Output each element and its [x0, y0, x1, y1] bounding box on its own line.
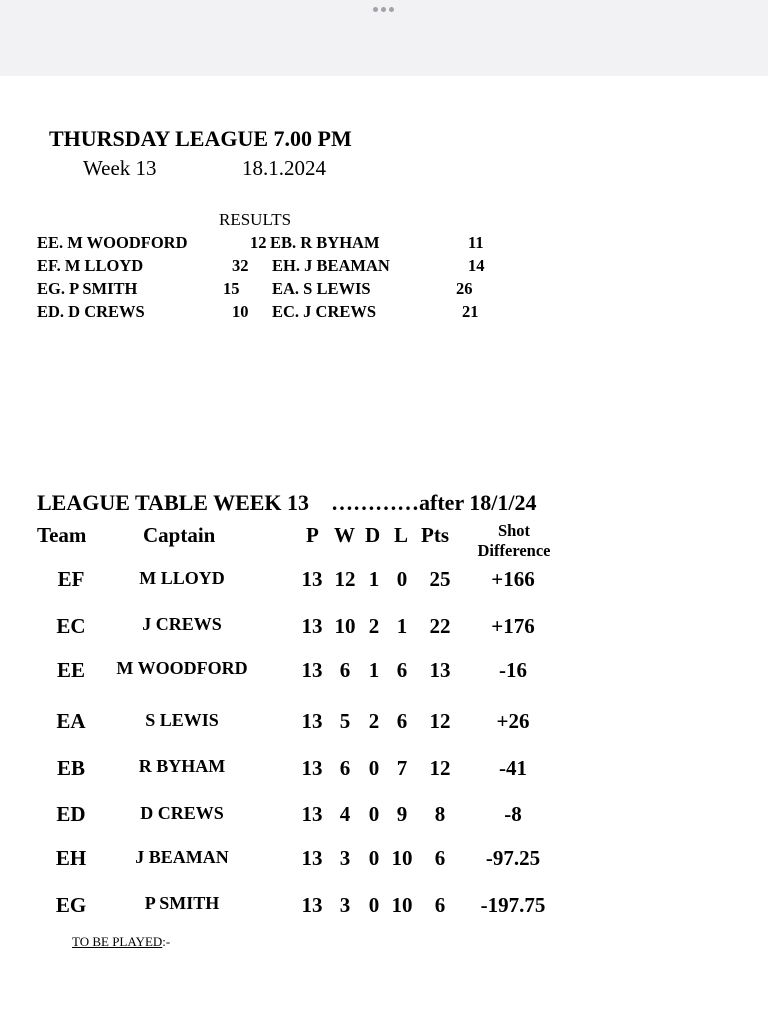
cell-shot-difference: +26 [496, 709, 530, 733]
cell-captain: M LLOYD [139, 568, 225, 588]
cell-l: 10 [391, 893, 413, 917]
date-label: 18.1.2024 [242, 156, 326, 180]
cell-d: 2 [368, 709, 380, 733]
cell-l: 9 [396, 802, 408, 826]
result-home: EF. M LLOYD [37, 256, 144, 275]
cell-w: 4 [339, 802, 351, 826]
column-header-difference: Difference [477, 541, 551, 560]
cell-w: 6 [339, 658, 351, 682]
cell-pts: 25 [429, 567, 451, 591]
result-away-score: 14 [468, 256, 485, 275]
cell-team: EB [56, 756, 85, 780]
cell-w: 12 [334, 567, 356, 591]
cell-pts: 22 [429, 614, 451, 638]
cell-d: 0 [368, 846, 380, 870]
cell-w: 5 [339, 709, 351, 733]
column-header-team: Team [37, 523, 87, 547]
cell-l: 1 [396, 614, 408, 638]
cell-captain: S LEWIS [145, 710, 219, 730]
column-header-pts: Pts [421, 523, 449, 547]
cell-pts: 12 [429, 756, 451, 780]
cell-d: 0 [368, 893, 380, 917]
cell-d: 1 [368, 567, 380, 591]
cell-captain: R BYHAM [138, 756, 226, 776]
more-options-icon[interactable] [373, 7, 394, 12]
cell-shot-difference: -41 [499, 756, 527, 780]
column-header-shot: Shot [497, 521, 531, 540]
cell-pts: 6 [434, 846, 446, 870]
cell-captain: M WOODFORD [116, 658, 248, 678]
cell-team: EA [56, 709, 86, 733]
cell-shot-difference: +176 [491, 614, 535, 638]
cell-captain: D CREWS [140, 803, 224, 823]
cell-w: 3 [339, 893, 351, 917]
cell-shot-difference: -8 [504, 802, 522, 826]
cell-p: 13 [301, 756, 323, 780]
cell-p: 13 [301, 802, 323, 826]
cell-shot-difference: -197.75 [480, 893, 546, 917]
result-home-score: 10 [232, 302, 249, 321]
cell-p: 13 [301, 709, 323, 733]
cell-team: EE [56, 658, 85, 682]
cell-team: EG [55, 893, 87, 917]
column-header-l: L [394, 523, 409, 547]
result-home-score: 15 [223, 279, 240, 298]
cell-l: 7 [396, 756, 408, 780]
cell-captain: J CREWS [142, 614, 222, 634]
result-home-score: 12 [250, 233, 267, 252]
result-away: EA. S LEWIS [272, 279, 371, 298]
cell-p: 13 [301, 614, 323, 638]
cell-shot-difference: +166 [491, 567, 535, 591]
week-label: Week 13 [83, 156, 157, 180]
column-header-shot-difference [464, 521, 564, 561]
result-away-score: 26 [456, 279, 473, 298]
result-home: ED. D CREWS [37, 302, 145, 321]
result-away: EB. R BYHAM [270, 233, 380, 252]
cell-d: 0 [368, 756, 380, 780]
cell-d: 1 [368, 658, 380, 682]
page-title: THURSDAY LEAGUE 7.00 PM [49, 126, 352, 151]
cell-pts: 6 [434, 893, 446, 917]
to-be-played-text: TO BE PLAYED [72, 934, 163, 949]
cell-team: EF [57, 567, 85, 591]
cell-l: 0 [396, 567, 408, 591]
column-header-w: W [334, 523, 355, 547]
cell-w: 10 [334, 614, 356, 638]
cell-d: 2 [368, 614, 380, 638]
column-header-captain: Captain [143, 523, 216, 547]
result-home-score: 32 [232, 256, 249, 275]
cell-w: 6 [339, 756, 351, 780]
result-home: EE. M WOODFORD [37, 233, 188, 252]
cell-p: 13 [301, 567, 323, 591]
to-be-played-label [72, 935, 170, 948]
browser-top-bar [0, 0, 768, 76]
league-table-title: LEAGUE TABLE WEEK 13 …………after 18/1/24 [37, 490, 537, 515]
result-away-score: 11 [468, 233, 484, 252]
result-home: EG. P SMITH [37, 279, 138, 298]
cell-p: 13 [301, 658, 323, 682]
result-away: EH. J BEAMAN [272, 256, 390, 275]
cell-l: 6 [396, 658, 408, 682]
cell-pts: 12 [429, 709, 451, 733]
result-away-score: 21 [462, 302, 479, 321]
cell-shot-difference: -97.25 [485, 846, 541, 870]
cell-team: EC [56, 614, 86, 638]
cell-team: EH [55, 846, 87, 870]
result-away: EC. J CREWS [272, 302, 377, 321]
cell-captain: P SMITH [144, 893, 220, 913]
to-be-played-suffix: :- [162, 934, 171, 949]
cell-pts: 13 [429, 658, 451, 682]
column-header-p: P [306, 523, 319, 547]
cell-captain: J BEAMAN [135, 847, 229, 867]
cell-team: ED [56, 802, 86, 826]
cell-l: 6 [396, 709, 408, 733]
cell-p: 13 [301, 893, 323, 917]
cell-w: 3 [339, 846, 351, 870]
cell-shot-difference: -16 [499, 658, 527, 682]
cell-p: 13 [301, 846, 323, 870]
column-header-d: D [365, 523, 381, 547]
cell-d: 0 [368, 802, 380, 826]
cell-l: 10 [391, 846, 413, 870]
cell-pts: 8 [434, 802, 446, 826]
results-heading: RESULTS [219, 210, 292, 229]
